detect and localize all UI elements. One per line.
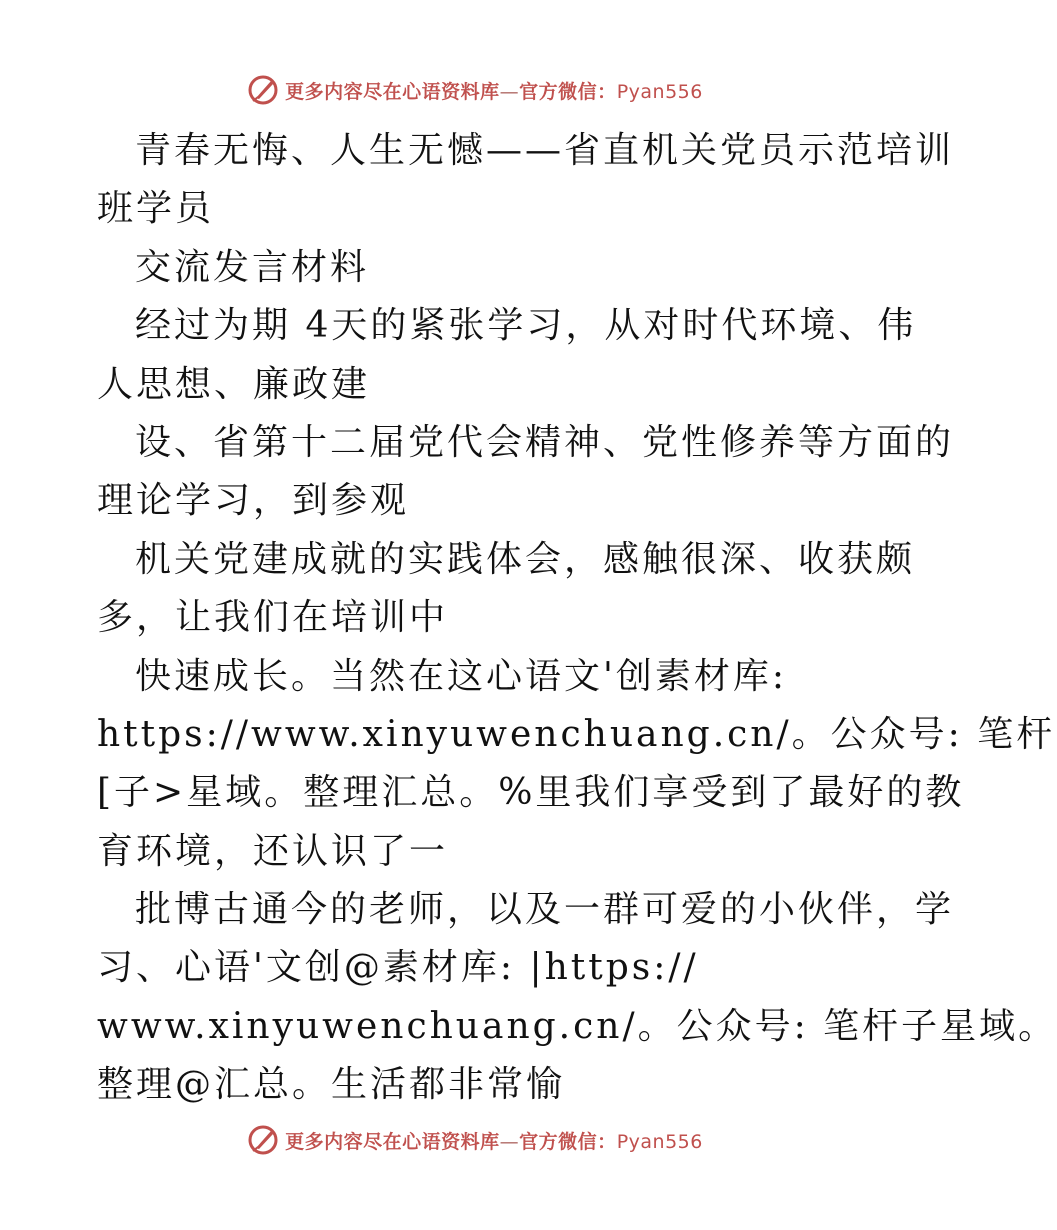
text-line: 青春无悔、人生无憾——省直机关党员示范培训 xyxy=(135,130,955,171)
text-line: 交流发言材料 xyxy=(135,246,370,288)
text-line: 经过为期 4天的紧张学习，从对时代环境、伟 xyxy=(135,305,917,347)
banner-text xyxy=(285,77,703,104)
banner-separator: — xyxy=(499,80,520,103)
text-line: 班学员 xyxy=(97,188,215,230)
banner-wechat-id: Pyan556 xyxy=(616,1130,703,1153)
header-banner xyxy=(0,70,950,110)
banner-text xyxy=(285,1127,703,1154)
quill-logo-icon xyxy=(247,74,279,106)
footer-banner xyxy=(0,1120,950,1160)
banner-wechat-label: 官方微信： xyxy=(519,80,617,103)
text-line: 快速成长。当然在这心语文'创素材库: xyxy=(135,655,788,697)
text-line: 整理@汇总。生活都非常愉 xyxy=(97,1064,566,1106)
banner-title: 更多内容尽在心语资料库 xyxy=(285,1130,500,1153)
document-body xyxy=(97,122,1057,1115)
text-line: 机关党建成就的实践体会，感触很深、收获颇 xyxy=(135,538,916,580)
text-line: 理论学习，到参观 xyxy=(97,480,410,522)
banner-title: 更多内容尽在心语资料库 xyxy=(285,80,500,103)
text-line: 多，让我们在培训中 xyxy=(97,597,449,639)
text-line: [子>星域。整理汇总。%里我们享受到了最好的教 xyxy=(97,772,965,814)
text-line: https://www.xinyuwenchuang.cn/。公众号: 笔杆 xyxy=(97,713,1056,755)
text-line: 设、省第十二届党代会精神、党性修养等方面的 xyxy=(135,421,955,463)
text-line: 习、心语'文创@素材库: |https:// xyxy=(97,947,699,989)
banner-wechat-label: 官方微信： xyxy=(519,1130,617,1153)
text-line: 育环境，还认识了一 xyxy=(97,830,449,872)
text-line: 批博古通今的老师，以及一群可爱的小伙伴，学 xyxy=(135,889,955,931)
banner-wechat-id: Pyan556 xyxy=(616,80,703,103)
text-line: 人思想、廉政建 xyxy=(97,363,371,405)
text-line: www.xinyuwenchuang.cn/。公众号: 笔杆子星域。 xyxy=(97,1005,1057,1047)
banner-separator: — xyxy=(499,1130,520,1153)
quill-logo-icon xyxy=(247,1124,279,1156)
